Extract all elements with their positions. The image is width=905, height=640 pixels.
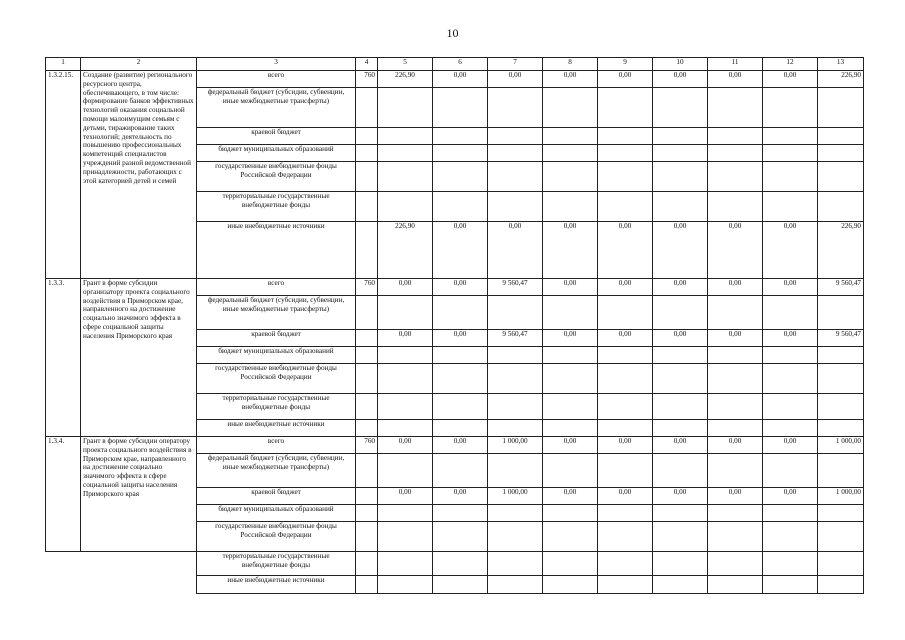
empty-value-cell	[543, 364, 598, 394]
empty-value-cell	[763, 347, 818, 364]
item-col4-empty	[356, 347, 378, 364]
empty-value-cell	[433, 162, 488, 192]
empty-value-cell	[543, 522, 598, 552]
empty-value-cell	[708, 505, 763, 522]
empty-value-cell	[708, 88, 763, 128]
empty-value-cell	[818, 296, 864, 330]
empty-value-cell	[818, 88, 864, 128]
empty-value-cell	[598, 552, 653, 576]
empty-value-cell	[763, 192, 818, 222]
item-code: 1.3.4.	[46, 437, 81, 552]
value-cell: 0,00	[708, 330, 763, 347]
value-cell: 1 000,00	[488, 437, 543, 454]
empty-value-cell	[708, 394, 763, 420]
value-cell: 0,00	[598, 279, 653, 296]
empty-value-cell	[653, 454, 708, 488]
value-cell: 0,00	[378, 279, 433, 296]
empty-value-cell	[433, 454, 488, 488]
funding-source: федеральный бюджет (субсидии, субвенции, иные межбюджетные трансферты)	[197, 296, 356, 330]
empty-value-cell	[708, 420, 763, 437]
value-cell: 0,00	[378, 330, 433, 347]
empty-value-cell	[378, 364, 433, 394]
item-col4-empty	[356, 162, 378, 192]
page-number: 10	[446, 26, 459, 40]
value-cell: 9 560,47	[488, 279, 543, 296]
empty-value-cell	[433, 364, 488, 394]
header-cell: 7	[488, 58, 543, 71]
empty-value-cell	[378, 522, 433, 552]
empty-cell	[46, 552, 197, 594]
empty-value-cell	[653, 394, 708, 420]
empty-value-cell	[653, 552, 708, 576]
funding-source: краевой бюджет	[197, 330, 356, 347]
empty-value-cell	[653, 128, 708, 145]
header-cell: 12	[763, 58, 818, 71]
value-cell: 0,00	[763, 437, 818, 454]
empty-value-cell	[818, 576, 864, 594]
funding-source: иные внебюджетные источники	[197, 420, 356, 437]
empty-value-cell	[598, 576, 653, 594]
item-code: 1.3.3.	[46, 279, 81, 437]
item-name: Создание (развитие) регионального ресурсного центра, обеспечивающего, в том числе: формирование банков эффективных технологий оказания социальной помощи малоимущим семьям с детьми, тиражирование таких технологий; деятельность по повышению профессиональных компетенций специалистов учреждений разной ведомственной принадлежности, работающих с этой категорией детей и семей	[81, 71, 197, 279]
funding-source: бюджет муниципальных образований	[197, 145, 356, 162]
funding-source: территориальные государственные внебюджетные фонды	[197, 192, 356, 222]
item-col4: 760	[356, 71, 378, 88]
header-cell: 5	[378, 58, 433, 71]
value-cell: 0,00	[763, 71, 818, 88]
empty-value-cell	[763, 420, 818, 437]
empty-value-cell	[653, 192, 708, 222]
empty-value-cell	[818, 162, 864, 192]
empty-value-cell	[598, 162, 653, 192]
value-cell: 0,00	[488, 71, 543, 88]
item-col4: 760	[356, 437, 378, 454]
table-row	[46, 71, 864, 88]
empty-value-cell	[543, 162, 598, 192]
empty-value-cell	[763, 364, 818, 394]
empty-value-cell	[543, 296, 598, 330]
value-cell: 226,90	[378, 71, 433, 88]
value-cell: 1 000,00	[818, 488, 864, 505]
empty-value-cell	[433, 145, 488, 162]
empty-value-cell	[818, 522, 864, 552]
header-cell: 6	[433, 58, 488, 71]
header-row	[46, 58, 864, 71]
funding-source: иные внебюджетные источники	[197, 576, 356, 594]
value-cell: 0,00	[653, 330, 708, 347]
funding-source: территориальные государственные внебюджетные фонды	[197, 394, 356, 420]
empty-value-cell	[543, 505, 598, 522]
empty-value-cell	[818, 192, 864, 222]
empty-value-cell	[378, 394, 433, 420]
empty-value-cell	[598, 145, 653, 162]
empty-value-cell	[598, 394, 653, 420]
empty-value-cell	[598, 364, 653, 394]
funding-source: краевой бюджет	[197, 488, 356, 505]
empty-value-cell	[763, 394, 818, 420]
funding-source: всего	[197, 437, 356, 454]
item-col4-empty	[356, 454, 378, 488]
empty-value-cell	[433, 394, 488, 420]
empty-value-cell	[378, 505, 433, 522]
empty-value-cell	[488, 128, 543, 145]
item-col4-empty	[356, 552, 378, 576]
table-row	[46, 552, 864, 576]
empty-value-cell	[708, 576, 763, 594]
funding-source: государственные внебюджетные фонды Российской Федерации	[197, 522, 356, 552]
item-col4-empty	[356, 364, 378, 394]
budget-table	[45, 57, 864, 594]
header-cell: 10	[653, 58, 708, 71]
value-cell: 0,00	[653, 71, 708, 88]
empty-value-cell	[708, 128, 763, 145]
value-cell: 0,00	[433, 222, 488, 279]
empty-value-cell	[763, 454, 818, 488]
funding-source: краевой бюджет	[197, 128, 356, 145]
item-col4-empty	[356, 128, 378, 145]
value-cell: 0,00	[598, 488, 653, 505]
value-cell: 0,00	[653, 437, 708, 454]
empty-value-cell	[488, 347, 543, 364]
empty-value-cell	[763, 88, 818, 128]
empty-value-cell	[763, 296, 818, 330]
empty-value-cell	[433, 128, 488, 145]
empty-value-cell	[378, 192, 433, 222]
empty-value-cell	[598, 420, 653, 437]
empty-value-cell	[708, 364, 763, 394]
funding-source: иные внебюджетные источники	[197, 222, 356, 279]
empty-value-cell	[763, 128, 818, 145]
header-cell: 1	[46, 58, 81, 71]
item-code: 1.3.2.15.	[46, 71, 81, 279]
empty-value-cell	[378, 420, 433, 437]
empty-value-cell	[653, 364, 708, 394]
item-col4-empty	[356, 420, 378, 437]
value-cell: 226,90	[818, 71, 864, 88]
empty-value-cell	[433, 296, 488, 330]
empty-value-cell	[378, 145, 433, 162]
value-cell: 9 560,47	[488, 330, 543, 347]
empty-value-cell	[763, 576, 818, 594]
value-cell: 0,00	[598, 71, 653, 88]
value-cell: 9 560,47	[818, 330, 864, 347]
value-cell: 0,00	[433, 279, 488, 296]
item-col4-empty	[356, 330, 378, 347]
funding-source: бюджет муниципальных образований	[197, 347, 356, 364]
empty-value-cell	[708, 296, 763, 330]
item-name: Грант в форме субсидии организатору проекта социального воздействия в Приморском крае, направленного на достижение социально значимого эффекта в сфере социальной защиты населения Приморского края	[81, 279, 197, 437]
empty-value-cell	[378, 88, 433, 128]
item-col4: 760	[356, 279, 378, 296]
empty-value-cell	[543, 552, 598, 576]
value-cell: 226,90	[378, 222, 433, 279]
empty-value-cell	[433, 522, 488, 552]
empty-value-cell	[653, 347, 708, 364]
empty-value-cell	[543, 576, 598, 594]
empty-value-cell	[708, 192, 763, 222]
item-col4-empty	[356, 522, 378, 552]
value-cell: 1 000,00	[488, 488, 543, 505]
item-col4-empty	[356, 505, 378, 522]
empty-value-cell	[763, 145, 818, 162]
empty-value-cell	[378, 162, 433, 192]
empty-value-cell	[818, 364, 864, 394]
value-cell: 0,00	[543, 279, 598, 296]
value-cell: 0,00	[598, 330, 653, 347]
empty-value-cell	[708, 552, 763, 576]
empty-value-cell	[818, 552, 864, 576]
value-cell: 0,00	[433, 488, 488, 505]
value-cell: 0,00	[488, 222, 543, 279]
value-cell: 0,00	[543, 437, 598, 454]
header-cell: 8	[543, 58, 598, 71]
empty-value-cell	[488, 192, 543, 222]
value-cell: 0,00	[763, 222, 818, 279]
header-cell: 3	[197, 58, 356, 71]
table-row	[46, 279, 864, 296]
empty-value-cell	[708, 454, 763, 488]
empty-value-cell	[763, 522, 818, 552]
value-cell: 0,00	[763, 279, 818, 296]
item-col4-empty	[356, 88, 378, 128]
empty-value-cell	[488, 88, 543, 128]
empty-value-cell	[488, 145, 543, 162]
empty-value-cell	[818, 505, 864, 522]
value-cell: 0,00	[433, 71, 488, 88]
empty-value-cell	[488, 420, 543, 437]
empty-value-cell	[653, 162, 708, 192]
header-cell: 9	[598, 58, 653, 71]
empty-value-cell	[598, 128, 653, 145]
empty-value-cell	[543, 347, 598, 364]
value-cell: 0,00	[598, 222, 653, 279]
empty-value-cell	[708, 162, 763, 192]
value-cell: 1 000,00	[818, 437, 864, 454]
header-cell: 13	[818, 58, 864, 71]
value-cell: 0,00	[763, 330, 818, 347]
empty-value-cell	[708, 347, 763, 364]
empty-value-cell	[543, 420, 598, 437]
empty-value-cell	[488, 552, 543, 576]
value-cell: 226,90	[818, 222, 864, 279]
empty-value-cell	[818, 347, 864, 364]
empty-value-cell	[818, 394, 864, 420]
empty-value-cell	[543, 454, 598, 488]
empty-value-cell	[818, 145, 864, 162]
value-cell: 0,00	[708, 222, 763, 279]
empty-value-cell	[488, 296, 543, 330]
value-cell: 0,00	[763, 488, 818, 505]
empty-value-cell	[543, 192, 598, 222]
funding-source: территориальные государственные внебюджетные фонды	[197, 552, 356, 576]
empty-value-cell	[488, 394, 543, 420]
empty-value-cell	[763, 162, 818, 192]
empty-value-cell	[378, 296, 433, 330]
empty-value-cell	[598, 347, 653, 364]
value-cell: 0,00	[653, 222, 708, 279]
empty-value-cell	[708, 145, 763, 162]
empty-value-cell	[653, 522, 708, 552]
empty-value-cell	[543, 145, 598, 162]
header-cell: 11	[708, 58, 763, 71]
value-cell: 0,00	[433, 437, 488, 454]
empty-value-cell	[598, 192, 653, 222]
item-col4-empty	[356, 145, 378, 162]
empty-value-cell	[433, 347, 488, 364]
value-cell: 0,00	[378, 437, 433, 454]
funding-source: федеральный бюджет (субсидии, субвенции, иные межбюджетные трансферты)	[197, 454, 356, 488]
value-cell: 0,00	[543, 71, 598, 88]
empty-value-cell	[653, 420, 708, 437]
item-col4-empty	[356, 192, 378, 222]
empty-value-cell	[653, 145, 708, 162]
empty-value-cell	[818, 420, 864, 437]
empty-value-cell	[653, 296, 708, 330]
value-cell: 9 560,47	[818, 279, 864, 296]
empty-value-cell	[763, 505, 818, 522]
empty-value-cell	[488, 576, 543, 594]
empty-value-cell	[378, 552, 433, 576]
value-cell: 0,00	[708, 279, 763, 296]
empty-value-cell	[433, 552, 488, 576]
value-cell: 0,00	[543, 330, 598, 347]
empty-value-cell	[653, 576, 708, 594]
empty-value-cell	[488, 522, 543, 552]
value-cell: 0,00	[653, 279, 708, 296]
value-cell: 0,00	[598, 437, 653, 454]
value-cell: 0,00	[543, 222, 598, 279]
value-cell: 0,00	[378, 488, 433, 505]
empty-value-cell	[598, 296, 653, 330]
item-name: Грант в форме субсидии оператору проекта социального воздействия в Приморском крае, направленного на достижение социально значимого эффекта в сфере социальной защиты населения Приморского края	[81, 437, 197, 552]
empty-value-cell	[488, 505, 543, 522]
empty-value-cell	[543, 128, 598, 145]
value-cell: 0,00	[708, 488, 763, 505]
empty-value-cell	[653, 505, 708, 522]
empty-value-cell	[653, 88, 708, 128]
empty-value-cell	[598, 88, 653, 128]
empty-value-cell	[598, 505, 653, 522]
empty-value-cell	[543, 394, 598, 420]
funding-source: государственные внебюджетные фонды Российской Федерации	[197, 364, 356, 394]
empty-value-cell	[378, 128, 433, 145]
empty-value-cell	[433, 505, 488, 522]
empty-value-cell	[433, 192, 488, 222]
empty-value-cell	[488, 162, 543, 192]
table-row	[46, 437, 864, 454]
item-col4-empty	[356, 394, 378, 420]
funding-source: всего	[197, 71, 356, 88]
item-col4-empty	[356, 488, 378, 505]
empty-value-cell	[433, 88, 488, 128]
empty-value-cell	[598, 522, 653, 552]
empty-value-cell	[433, 576, 488, 594]
empty-value-cell	[378, 454, 433, 488]
empty-value-cell	[433, 420, 488, 437]
value-cell: 0,00	[708, 437, 763, 454]
item-col4-empty	[356, 576, 378, 594]
empty-value-cell	[488, 454, 543, 488]
funding-source: всего	[197, 279, 356, 296]
empty-value-cell	[818, 454, 864, 488]
empty-value-cell	[543, 88, 598, 128]
value-cell: 0,00	[433, 330, 488, 347]
header-cell: 4	[356, 58, 378, 71]
empty-value-cell	[598, 454, 653, 488]
value-cell: 0,00	[653, 488, 708, 505]
header-cell: 2	[81, 58, 197, 71]
empty-value-cell	[378, 576, 433, 594]
value-cell: 0,00	[708, 71, 763, 88]
empty-value-cell	[708, 522, 763, 552]
funding-source: государственные внебюджетные фонды Российской Федерации	[197, 162, 356, 192]
item-col4-empty	[356, 222, 378, 279]
item-col4-empty	[356, 296, 378, 330]
funding-source: федеральный бюджет (субсидии, субвенции, иные межбюджетные трансферты)	[197, 88, 356, 128]
funding-source: бюджет муниципальных образований	[197, 505, 356, 522]
empty-value-cell	[378, 347, 433, 364]
value-cell: 0,00	[543, 488, 598, 505]
empty-value-cell	[488, 364, 543, 394]
empty-value-cell	[763, 552, 818, 576]
empty-value-cell	[818, 128, 864, 145]
